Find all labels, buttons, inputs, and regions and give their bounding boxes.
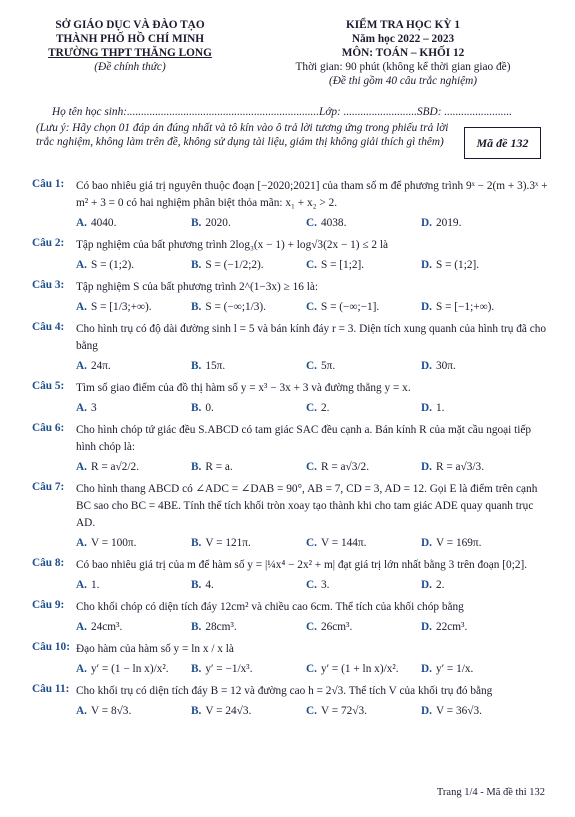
header-left bbox=[30, 18, 230, 74]
option-letter: D. bbox=[421, 360, 432, 372]
option-value: 3. bbox=[320, 579, 330, 591]
option-letter: C. bbox=[306, 663, 317, 675]
option-value: y′ = 1/x. bbox=[435, 663, 474, 675]
option-letter: C. bbox=[306, 217, 317, 229]
option-letter: C. bbox=[306, 705, 317, 717]
answer-options bbox=[32, 358, 552, 375]
answer-option[interactable] bbox=[421, 577, 536, 594]
option-value: y′ = (1 − ln x)/x². bbox=[90, 663, 169, 675]
official-note: (Đề chính thức) bbox=[94, 61, 166, 73]
answer-option[interactable] bbox=[76, 661, 191, 678]
answer-option[interactable] bbox=[306, 358, 421, 375]
answer-option[interactable] bbox=[421, 257, 536, 274]
option-value: 26cm³. bbox=[320, 621, 353, 633]
answer-option[interactable] bbox=[306, 577, 421, 594]
question-number: Câu 7: bbox=[32, 481, 65, 493]
option-letter: B. bbox=[191, 663, 202, 675]
question-number: Câu 5: bbox=[32, 380, 65, 392]
answer-option[interactable] bbox=[76, 619, 191, 636]
option-value: V = 36√3. bbox=[435, 705, 482, 717]
answer-options bbox=[32, 619, 552, 636]
option-value: R = a√3/2. bbox=[320, 461, 370, 473]
option-letter: C. bbox=[306, 579, 317, 591]
answer-option[interactable] bbox=[306, 535, 421, 552]
option-value: 4038. bbox=[320, 217, 347, 229]
option-letter: B. bbox=[191, 259, 202, 271]
option-value: 0. bbox=[205, 402, 214, 414]
question-number: Câu 3: bbox=[32, 279, 65, 291]
option-letter: D. bbox=[421, 537, 432, 549]
question-text: Tìm số giao điểm của đồ thị hàm số y = x³ − 3x + 3 và đường thẳng y = x. bbox=[76, 382, 411, 394]
answer-option[interactable] bbox=[191, 358, 306, 375]
answer-option[interactable] bbox=[76, 703, 191, 720]
answer-option[interactable] bbox=[191, 619, 306, 636]
question-number: Câu 4: bbox=[32, 321, 65, 333]
answer-option[interactable] bbox=[76, 257, 191, 274]
option-value: y′ = −1/x³. bbox=[205, 663, 253, 675]
answer-option[interactable] bbox=[76, 459, 191, 476]
option-value: 28cm³. bbox=[205, 621, 237, 633]
question-row bbox=[32, 599, 552, 616]
answer-option[interactable] bbox=[306, 400, 421, 417]
answer-option[interactable] bbox=[76, 535, 191, 552]
answer-options bbox=[32, 257, 552, 274]
option-letter: C. bbox=[306, 259, 317, 271]
question-text: Đạo hàm của hàm số y = ln x / x là bbox=[76, 643, 234, 655]
question-text: Cho hình thang ABCD có ∠ADC = ∠DAB = 90°, AB = 7, CD = 3, AD = 12. Gọi E là điểm trên cạnh BC sao cho BC = 4BE. Tính thể tích khối tròn xoay tạo thành khi cho tam giác ADE quay quanh trục AD. bbox=[76, 483, 538, 529]
option-letter: B. bbox=[191, 217, 202, 229]
answer-option[interactable] bbox=[421, 535, 536, 552]
question-number: Câu 2: bbox=[32, 237, 65, 249]
answer-option[interactable] bbox=[306, 299, 421, 316]
option-letter: A. bbox=[76, 537, 87, 549]
answer-option[interactable] bbox=[191, 257, 306, 274]
option-value: S = [1;2]. bbox=[320, 259, 365, 271]
option-value: 5π. bbox=[320, 360, 336, 372]
answer-option[interactable] bbox=[76, 215, 191, 232]
option-letter: C. bbox=[306, 301, 317, 313]
exam-title: KIỂM TRA HỌC KỲ 1 bbox=[345, 19, 461, 31]
option-letter: B. bbox=[191, 461, 202, 473]
question-row bbox=[32, 422, 552, 456]
answer-option[interactable] bbox=[191, 661, 306, 678]
answer-options bbox=[32, 535, 552, 552]
option-letter: B. bbox=[191, 621, 202, 633]
option-letter: B. bbox=[191, 402, 202, 414]
answer-option[interactable] bbox=[421, 215, 536, 232]
answer-option[interactable] bbox=[421, 358, 536, 375]
option-value: 4040. bbox=[90, 217, 117, 229]
question-row bbox=[32, 178, 552, 212]
option-letter: D. bbox=[421, 402, 432, 414]
answer-option[interactable] bbox=[421, 619, 536, 636]
option-value: 1. bbox=[435, 402, 445, 414]
answer-option[interactable] bbox=[191, 299, 306, 316]
option-value: 2. bbox=[435, 579, 445, 591]
answer-option[interactable] bbox=[191, 535, 306, 552]
answer-option[interactable] bbox=[306, 703, 421, 720]
answer-option[interactable] bbox=[76, 577, 191, 594]
answer-option[interactable] bbox=[306, 257, 421, 274]
option-letter: C. bbox=[306, 461, 317, 473]
question-number: Câu 8: bbox=[32, 557, 65, 569]
answer-option[interactable] bbox=[76, 299, 191, 316]
option-value: 2019. bbox=[435, 217, 462, 229]
answer-options bbox=[32, 299, 552, 316]
option-letter: A. bbox=[76, 360, 87, 372]
option-value: 24cm³. bbox=[90, 621, 123, 633]
department-line-1: SỞ GIÁO DỤC VÀ ĐÀO TẠO bbox=[55, 19, 205, 31]
question-text: Cho khối trụ có diện tích đáy B = 12 và đường cao h = 2√3. Thể tích V của khối trụ đó bằng bbox=[76, 685, 493, 697]
option-value: 15π. bbox=[205, 360, 226, 372]
question-text: Cho hình chóp tứ giác đều S.ABCD có tam giác SAC đều cạnh a. Bán kính R của mặt cầu ngoại tiếp hình chóp là: bbox=[76, 424, 532, 453]
question-row bbox=[32, 641, 552, 658]
option-value: V = 8√3. bbox=[90, 705, 132, 717]
question-text: Có bao nhiêu giá trị của m để hàm số y = |¼x⁴ − 2x² + m| đạt giá trị lớn nhất bằng 3 trên đoạn [0;2]. bbox=[76, 559, 528, 571]
answer-option[interactable] bbox=[191, 400, 306, 417]
answer-options bbox=[32, 577, 552, 594]
option-letter: D. bbox=[421, 621, 432, 633]
option-value: S = [1/3;+∞). bbox=[90, 301, 152, 313]
question-text: Cho khối chóp có diện tích đáy 12cm² và chiều cao 6cm. Thể tích của khối chóp bằng bbox=[76, 601, 464, 613]
school-year: Năm học 2022 – 2023 bbox=[351, 33, 455, 45]
answer-option[interactable] bbox=[191, 215, 306, 232]
option-value: R = a√2/2. bbox=[90, 461, 140, 473]
answer-options bbox=[32, 661, 552, 678]
header-right bbox=[268, 18, 538, 88]
option-letter: A. bbox=[76, 217, 87, 229]
option-letter: D. bbox=[421, 217, 432, 229]
answer-option[interactable] bbox=[421, 299, 536, 316]
answer-option[interactable] bbox=[306, 459, 421, 476]
question-row bbox=[32, 683, 552, 700]
option-value: R = a√3/3. bbox=[435, 461, 485, 473]
question-text: Tập nghiệm của bất phương trình 2log₃(x − 1) + log√3(2x − 1) ≤ 2 là bbox=[76, 239, 389, 251]
option-value: V = 24√3. bbox=[205, 705, 252, 717]
question-list bbox=[32, 178, 552, 725]
question-number: Câu 10: bbox=[32, 641, 70, 653]
answer-option[interactable] bbox=[421, 459, 536, 476]
question-count: (Đề thi gồm 40 câu trắc nghiệm) bbox=[328, 75, 478, 87]
question-row bbox=[32, 481, 552, 532]
question-row bbox=[32, 237, 552, 254]
question-number: Câu 6: bbox=[32, 422, 65, 434]
option-value: V = 121π. bbox=[205, 537, 251, 549]
option-value: 24π. bbox=[90, 360, 111, 372]
option-value: 1. bbox=[90, 579, 100, 591]
question-row bbox=[32, 321, 552, 355]
question-text: Tập nghiệm S của bất phương trình 2^(1−3x) ≥ 16 là: bbox=[76, 281, 319, 293]
option-letter: A. bbox=[76, 402, 87, 414]
question-number: Câu 1: bbox=[32, 178, 65, 190]
option-value: 2020. bbox=[205, 217, 231, 229]
department-line-2: THÀNH PHỐ HỒ CHÍ MINH bbox=[55, 33, 205, 45]
option-letter: B. bbox=[191, 705, 202, 717]
option-letter: D. bbox=[421, 705, 432, 717]
option-value: V = 169π. bbox=[435, 537, 482, 549]
answer-options bbox=[32, 215, 552, 232]
question-number: Câu 9: bbox=[32, 599, 65, 611]
question-text: Cho hình trụ có độ dài đường sinh l = 5 và bán kính đáy r = 3. Diện tích xung quanh của hình trụ đã cho bằng bbox=[76, 323, 547, 352]
answer-option[interactable] bbox=[191, 577, 306, 594]
option-letter: A. bbox=[76, 705, 87, 717]
time-limit: Thời gian: 90 phút (không kể thời gian giao đề) bbox=[295, 61, 511, 73]
option-letter: D. bbox=[421, 579, 432, 591]
exam-code-box: Mã đề 132 bbox=[464, 127, 541, 159]
option-letter: C. bbox=[306, 360, 317, 372]
answer-option[interactable] bbox=[306, 215, 421, 232]
option-value: V = 72√3. bbox=[320, 705, 367, 717]
option-letter: B. bbox=[191, 537, 202, 549]
option-value: S = (−1/2;2). bbox=[205, 259, 264, 271]
answer-option[interactable] bbox=[421, 703, 536, 720]
answer-options bbox=[32, 400, 552, 417]
option-value: S = (−∞;−1]. bbox=[320, 301, 380, 313]
question-text: Có bao nhiêu giá trị nguyên thuộc đoạn [−2020;2021] của tham số m để phương trình 9ˣ − 2(m + 3).3ˣ + m² + 3 = 0 có hai nghiệm phân biệt thỏa mãn: x₁ + x₂ > 2. bbox=[76, 180, 548, 209]
answer-option[interactable] bbox=[191, 459, 306, 476]
option-letter: D. bbox=[421, 259, 432, 271]
option-value: R = a. bbox=[205, 461, 233, 473]
option-value: 30π. bbox=[435, 360, 456, 372]
page-footer: Trang 1/4 - Mã đề thi 132 bbox=[436, 787, 545, 798]
option-letter: D. bbox=[421, 301, 432, 313]
option-letter: B. bbox=[191, 360, 202, 372]
option-letter: B. bbox=[191, 301, 202, 313]
answer-option[interactable] bbox=[421, 661, 536, 678]
option-value: V = 100π. bbox=[90, 537, 137, 549]
option-letter: A. bbox=[76, 579, 87, 591]
option-letter: C. bbox=[306, 537, 317, 549]
answer-option[interactable] bbox=[76, 358, 191, 375]
option-value: 4. bbox=[205, 579, 214, 591]
instruction-note: (Lưu ý: Hãy chọn 01 đáp án đúng nhất và tô kín vào ô trả lời tương ứng trong phiếu trả lời trắc nghiệm, không làm trên đề, không sử dụng tài liệu, giám thị không giải thích gì thêm) bbox=[36, 122, 449, 148]
answer-option[interactable] bbox=[191, 703, 306, 720]
question-number: Câu 11: bbox=[32, 683, 70, 695]
option-letter: A. bbox=[76, 461, 87, 473]
option-letter: D. bbox=[421, 461, 432, 473]
question-row bbox=[32, 380, 552, 397]
option-value: y′ = (1 + ln x)/x². bbox=[320, 663, 399, 675]
student-info-line: Họ tên học sinh:....................................................................Lớp: ..........................SBD: ........................ bbox=[52, 106, 513, 118]
option-letter: A. bbox=[76, 663, 87, 675]
question-row bbox=[32, 557, 552, 574]
option-value: S = [−1;+∞). bbox=[435, 301, 495, 313]
option-value: 2. bbox=[320, 402, 330, 414]
option-value: S = (−∞;1/3). bbox=[205, 301, 267, 313]
answer-options bbox=[32, 459, 552, 476]
option-letter: B. bbox=[191, 579, 202, 591]
option-value: 22cm³. bbox=[435, 621, 468, 633]
option-letter: A. bbox=[76, 621, 87, 633]
option-value: V = 144π. bbox=[320, 537, 367, 549]
question-row bbox=[32, 279, 552, 296]
answer-options bbox=[32, 703, 552, 720]
answer-option[interactable] bbox=[76, 400, 191, 417]
answer-option[interactable] bbox=[421, 400, 536, 417]
option-letter: D. bbox=[421, 663, 432, 675]
subject-title: MÔN: TOÁN – KHỐI 12 bbox=[341, 47, 465, 59]
option-value: S = (1;2). bbox=[90, 259, 135, 271]
option-letter: A. bbox=[76, 301, 87, 313]
option-value: 3 bbox=[90, 402, 97, 414]
answer-option[interactable] bbox=[306, 619, 421, 636]
answer-option[interactable] bbox=[306, 661, 421, 678]
option-letter: C. bbox=[306, 402, 317, 414]
school-name: TRƯỜNG THPT THĂNG LONG bbox=[48, 47, 212, 59]
option-value: S = (1;2]. bbox=[435, 259, 480, 271]
option-letter: C. bbox=[306, 621, 317, 633]
option-letter: A. bbox=[76, 259, 87, 271]
